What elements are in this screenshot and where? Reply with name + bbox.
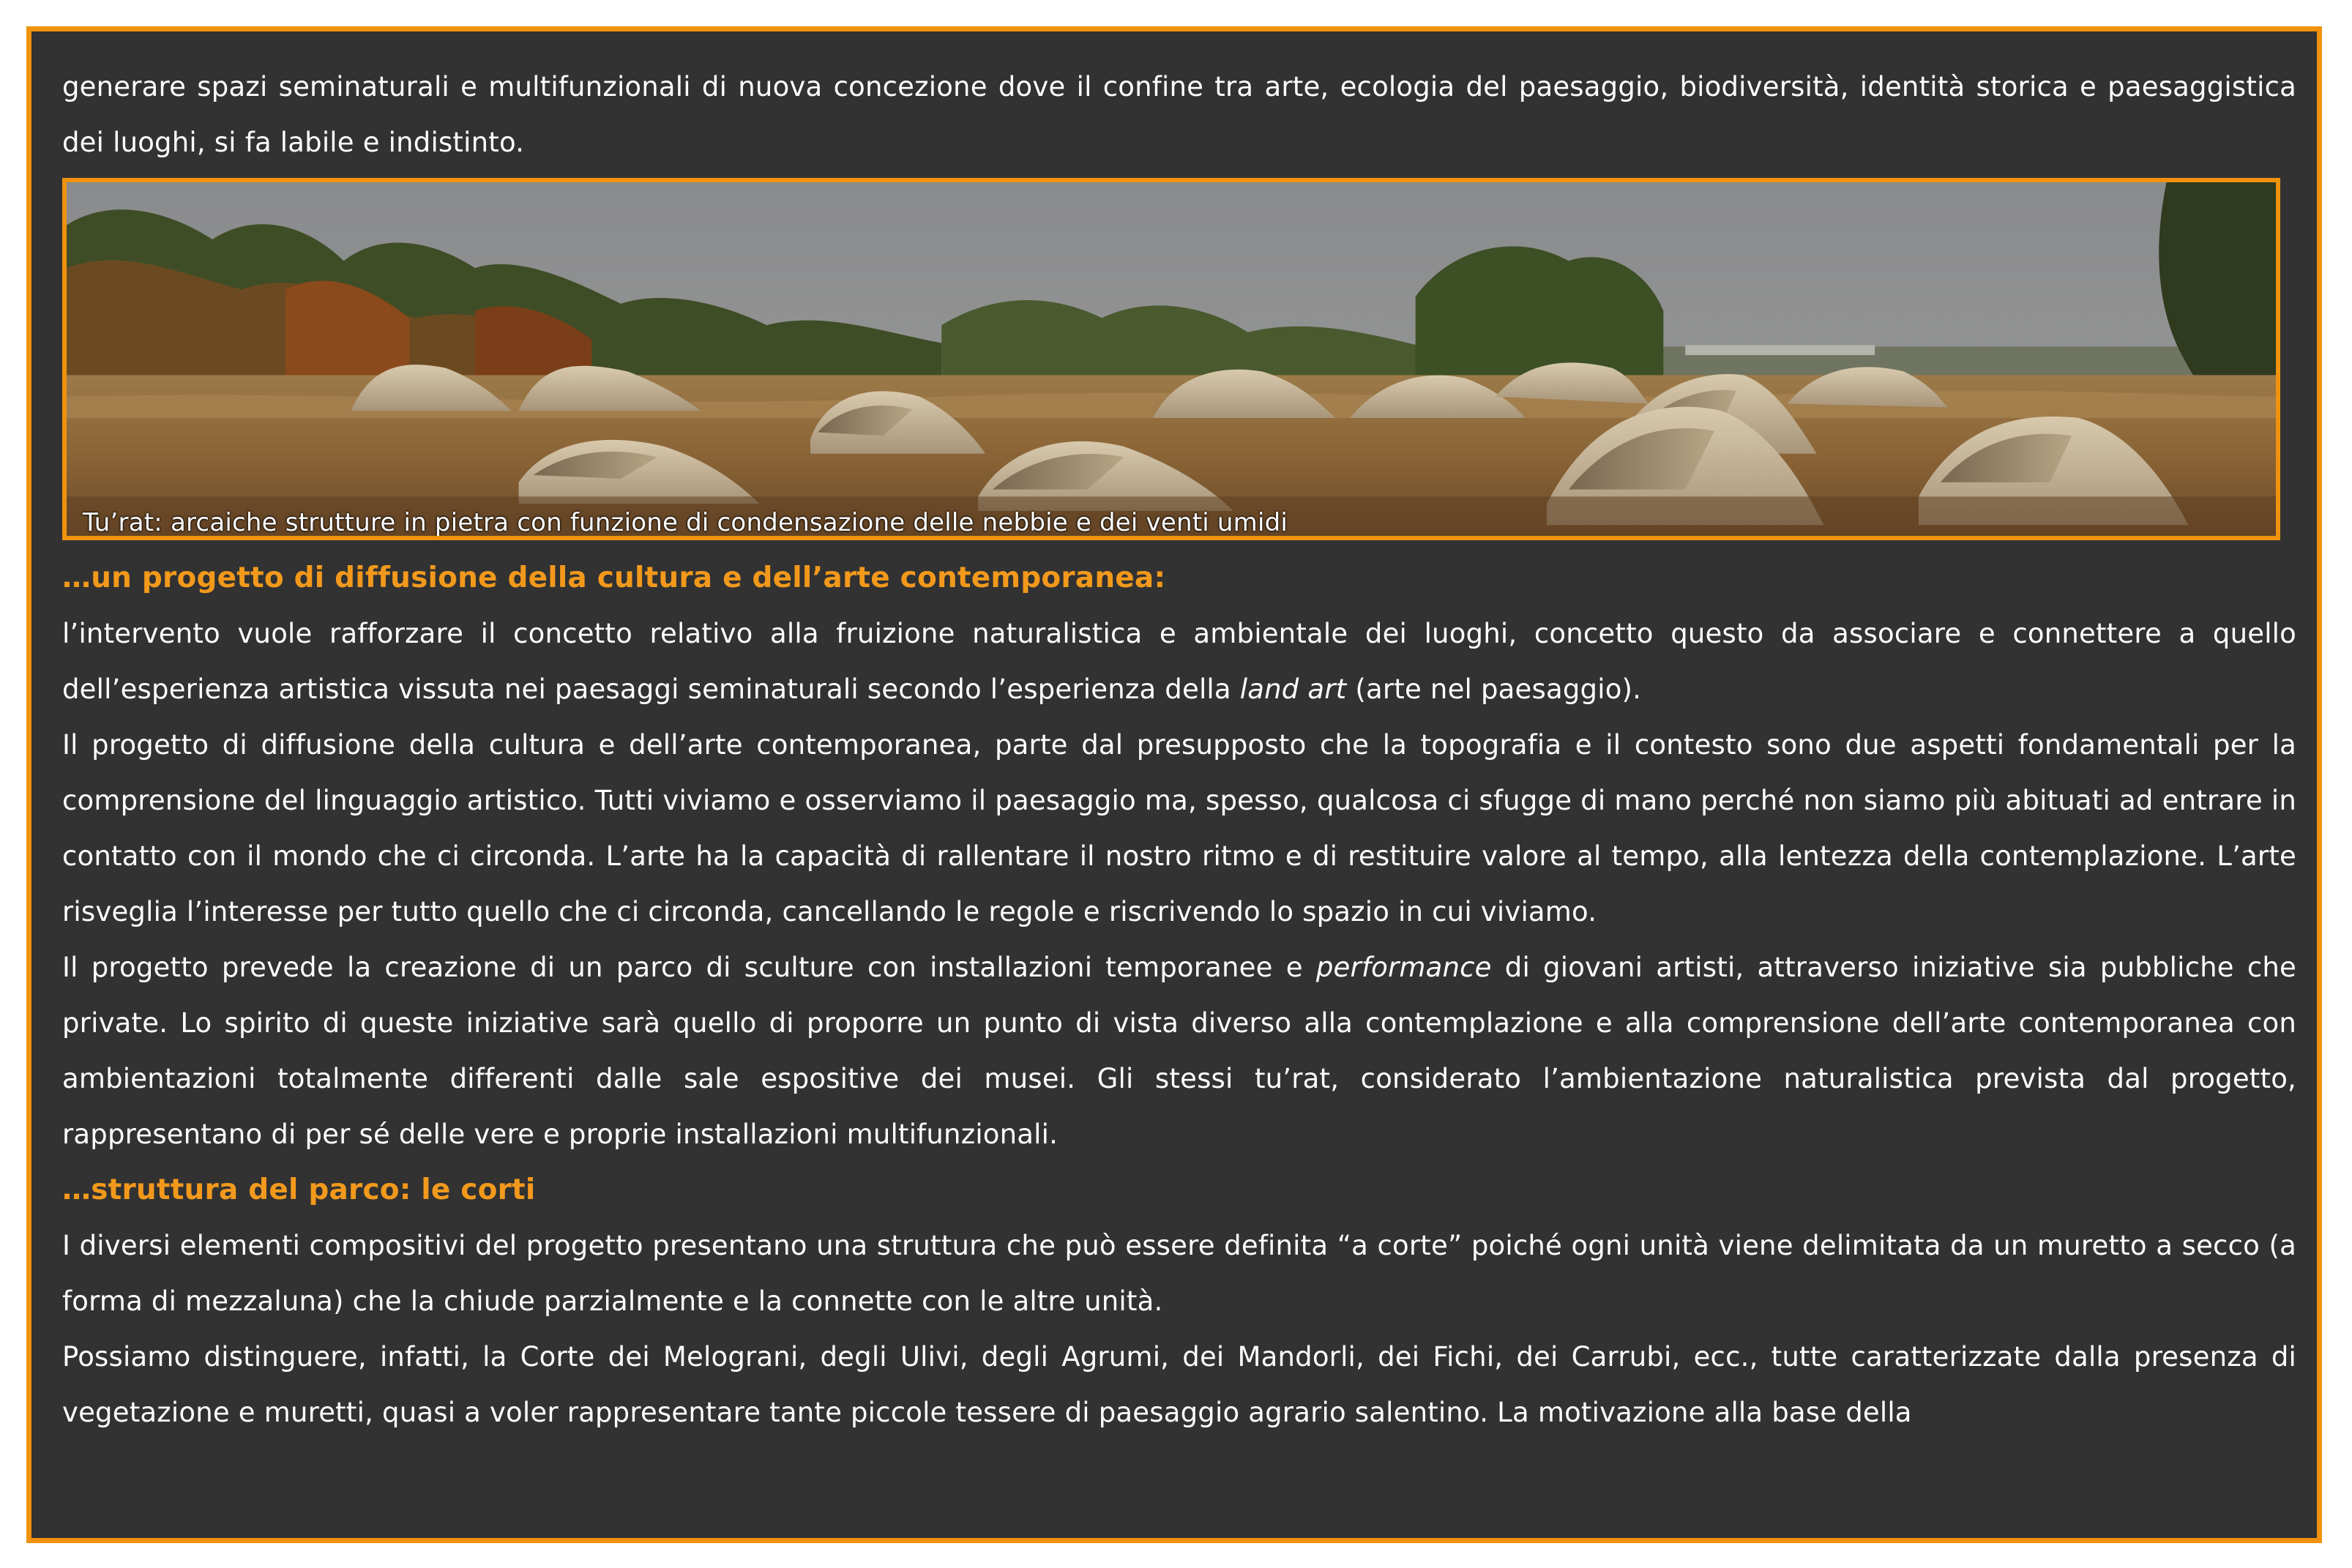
turat-photo-figure	[62, 178, 2280, 540]
text-run: (arte nel paesaggio).	[1346, 673, 1642, 705]
italic-term-performance: performance	[1315, 952, 1492, 983]
paragraph-corti-list: Possiamo distinguere, infatti, la Corte dei Melograni, degli Ulivi, degli Agrumi, dei Mandorli, dei Fichi, dei Carrubi, ecc., tutte caratterizzate dalla presenza di vegetazione e muretti, quasi a voler rappresentare tante piccole tessere di paesaggio agrario salentino. La motivazione alla base della	[62, 1341, 2296, 1428]
document-body	[62, 59, 2296, 1441]
intro-paragraph: generare spazi seminaturali e multifunzionali di nuova concezione dove il confine tra arte, ecologia del paesaggio, biodiversità, identità storica e paesaggistica dei luoghi, si fa labile e indistinto.	[62, 71, 2296, 158]
text-run: Il progetto prevede la creazione di un parco di sculture con installazioni temporanee e	[62, 952, 1316, 983]
paragraph-progetto-diffusione: Il progetto di diffusione della cultura e dell’arte contemporanea, parte dal presupposto che la topografia e il contesto sono due aspetti fondamentali per la comprensione del linguaggio artistico. Tutti viviamo e osserviamo il paesaggio ma, spesso, qualcosa ci sfugge di mano perché non siamo più abituati ad entrare in contatto con il mondo che ci circonda. L’arte ha la capacità di rallentare il nostro ritmo e di restituire valore al tempo, alla lentezza della contemplazione. L’arte risveglia l’interesse per tutto quello che ci circonda, cancellando le regole e riscrivendo lo spazio in cui viviamo.	[62, 729, 2296, 927]
turat-landscape-photo	[67, 182, 2276, 536]
page-frame	[26, 26, 2322, 1543]
italic-term-land-art: land art	[1239, 673, 1347, 705]
text-run: l’intervento vuole rafforzare il concetto relativo alla fruizione naturalistica e ambientale dei luoghi, concetto questo da associare e connettere a quello dell’esperienza artistica vissuta nei paesaggi seminaturali secondo l’esperienza della	[62, 618, 2296, 705]
paragraph-intervento	[62, 606, 2296, 717]
section-heading-corti: …struttura del parco: le corti	[62, 1173, 536, 1206]
paragraph-elementi-compositivi: I diversi elementi compositivi del progetto presentano una struttura che può essere definita “a corte” poiché ogni unità viene delimitata da un muretto a secco (a forma di mezzaluna) che la chiude parzialmente e la connette con le altre unità.	[62, 1230, 2296, 1317]
section-heading-diffusione: …un progetto di diffusione della cultura e dell’arte contemporanea:	[62, 561, 1166, 594]
photo-caption: Tu’rat: arcaiche strutture in pietra con funzione di condensazione delle nebbie e dei venti umidi	[83, 508, 1288, 537]
paragraph-parco-sculture	[62, 940, 2296, 1162]
text-run: di giovani artisti, attraverso iniziative sia pubbliche che private. Lo spirito di queste iniziative sarà quello di proporre un punto di vista diverso alla contemplazione e alla comprensione dell’arte contemporanea con ambientazioni totalmente differenti dalle sale espositive dei musei. Gli stessi tu’rat, considerato l’ambientazione naturalistica prevista dal progetto, rappresentano di per sé delle vere e proprie installazioni multifunzionali.	[62, 952, 2297, 1150]
